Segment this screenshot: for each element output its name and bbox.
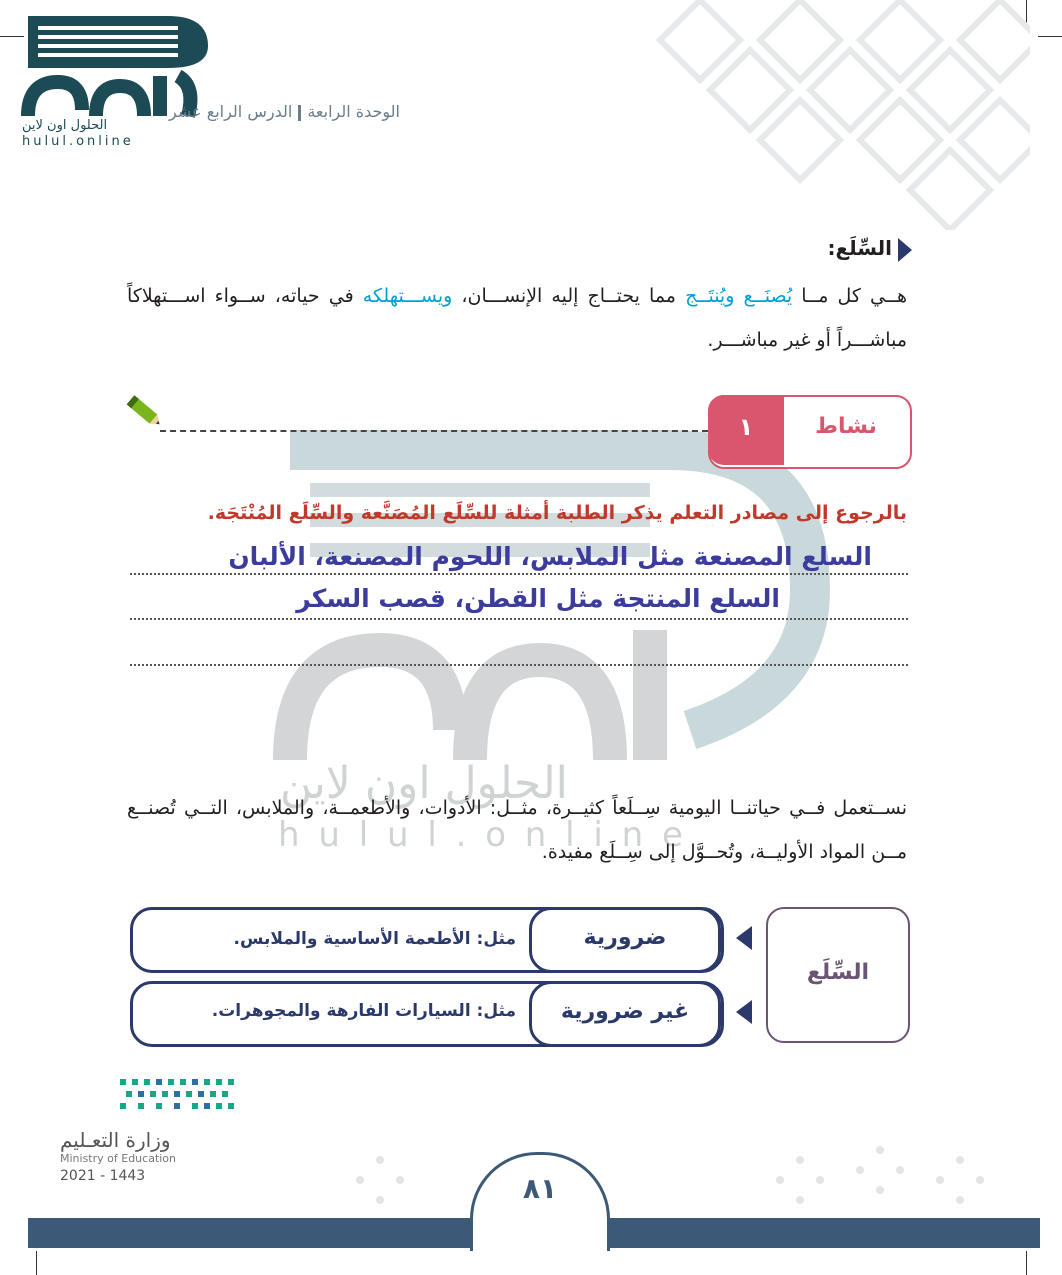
activity-instruction: بالرجوع إلى مصادر التعلم يذكر الطلبة أمثلة للسِّلَع المُصَنَّعة والسِّلَع المُنْتَجَة. — [207, 502, 907, 524]
section-arrow-icon — [898, 238, 912, 262]
diagram-main-box: السِّلَع — [766, 907, 910, 1043]
breadcrumb-separator — [298, 105, 301, 121]
answer-text-1: السلع المصنعة مثل الملابس، اللحوم المصنعة، الألبان — [228, 542, 872, 571]
def-text-3: في حياته، ســواء اســـتهلاكاً مباشـــراً أو غير مباشـــر. — [127, 285, 907, 351]
section-title — [827, 236, 912, 262]
ministry-name-en: Ministry of Education — [60, 1152, 177, 1165]
def-highlight-1: يُصنَــع ويُنتَــج — [685, 285, 793, 307]
brand-url: hulul.online — [22, 134, 134, 149]
answer-line — [130, 664, 908, 666]
diagram-arrow-icon — [736, 926, 752, 950]
breadcrumb-lesson: الدرس الرابع عشر — [168, 102, 293, 121]
goods-paragraph: نســتعمل فــي حياتنــا اليومية سِــلَعاً كثيــرة، مثــل: الأدوات، والأطعمــة، والملابس، التــي تُصنــع مــن المواد الأوليــة، وتُحــوَّل إلى سِــلَع مفيدة. — [127, 797, 907, 863]
answer-text-2: السلع المنتجة مثل القطن، قصب السكر — [296, 584, 780, 613]
diagram-tag-nonessential: غير ضرورية — [529, 981, 721, 1047]
pencil-icon — [124, 392, 166, 432]
crop-mark — [36, 1251, 37, 1275]
crop-mark — [1026, 1251, 1027, 1275]
def-text-2: مما يحتــاج إليه الإنســـان، — [452, 285, 686, 307]
answer-line — [130, 618, 908, 620]
watermark-url: h u l u l . o n l i n e — [278, 815, 687, 855]
ministry-year: 2021 - 1443 — [60, 1168, 146, 1184]
answer-line — [130, 573, 908, 575]
diagram-arrow-icon — [736, 1000, 752, 1024]
def-highlight-2: ويســـتهلكه — [362, 285, 453, 307]
diagram-tag-essential: ضرورية — [529, 907, 721, 973]
definition-paragraph — [127, 274, 907, 362]
diagram-text-essential: مثل: الأطعمة الأساسية والملابس. — [233, 929, 516, 949]
activity-dashed-line — [160, 430, 708, 432]
breadcrumb-unit: الوحدة الرابعة — [307, 102, 400, 121]
decorative-pattern — [600, 0, 1030, 230]
crop-mark — [1038, 36, 1062, 37]
decorative-dots — [320, 1130, 1040, 1220]
def-text-1: هــي كل مــا — [792, 285, 907, 307]
diagram-text-nonessential: مثل: السيارات الفارهة والمجوهرات. — [211, 1001, 516, 1021]
ministry-logo-icon — [116, 1075, 240, 1115]
brand-subtitle: الحلول اون لاين — [22, 118, 108, 133]
activity-label: نشاط — [815, 414, 877, 439]
page-number: ٨١ — [522, 1172, 558, 1205]
watermark-subtitle: الحلول اون لاين — [280, 758, 568, 809]
activity-number: ١ — [708, 395, 784, 465]
section-title-text: السِّلَع: — [827, 236, 892, 260]
ministry-name-ar: وزارة التعـليم — [60, 1128, 171, 1152]
breadcrumb — [169, 102, 400, 121]
